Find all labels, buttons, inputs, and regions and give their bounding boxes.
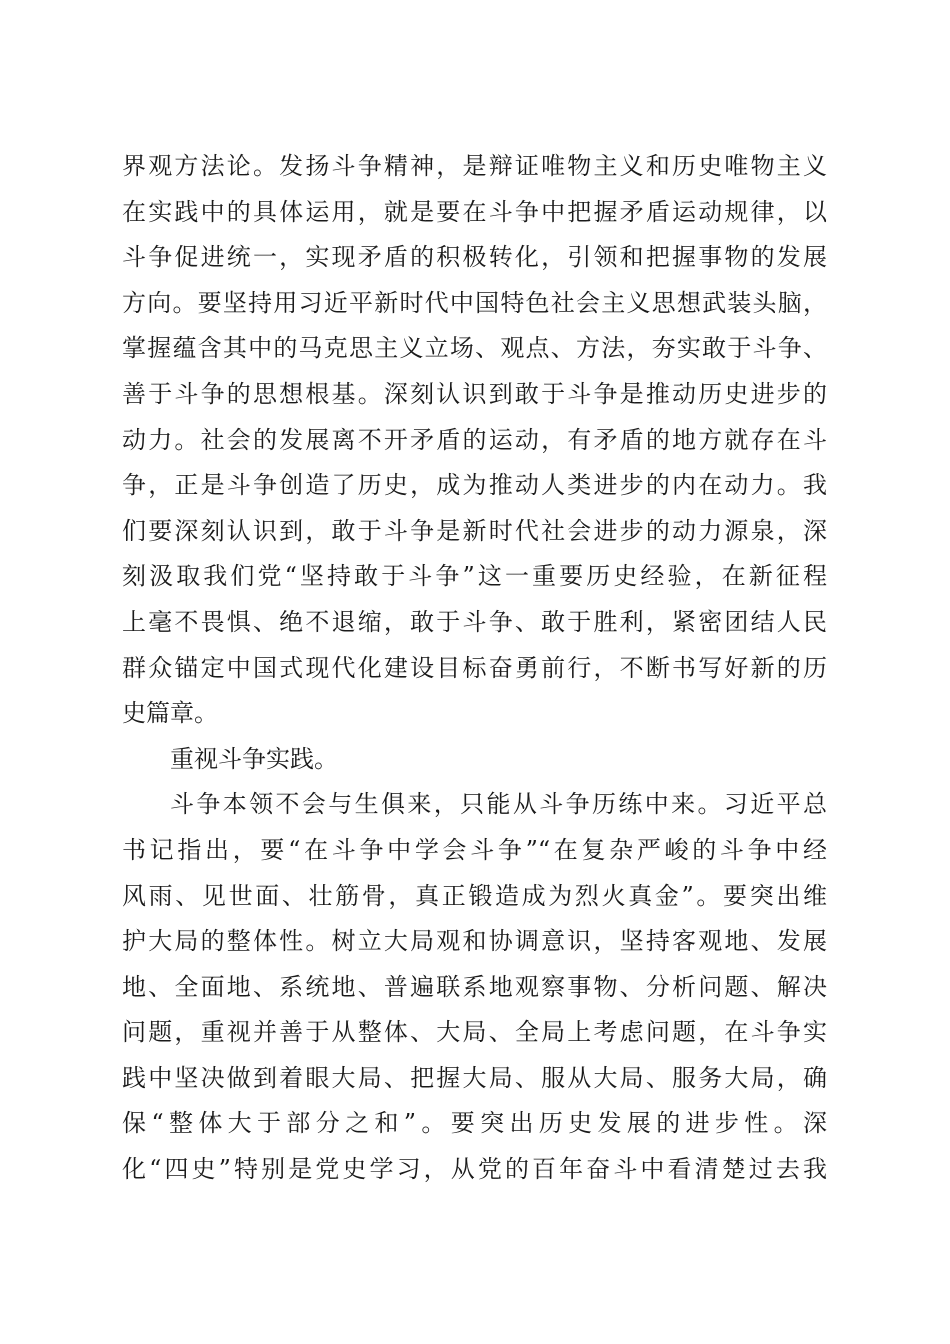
text-line: 地、全面地、系统地、普遍联系地观察事物、分析问题、解决 (122, 972, 827, 1001)
text-line: 界观方法论。发扬斗争精神，是辩证唯物主义和历史唯物主义 (122, 152, 827, 180)
text-line: 践中坚决做到着眼大局、把握大局、服从大局、服务大局，确 (122, 1063, 827, 1092)
text-line: 们要深刻认识到，敢于斗争是新时代社会进步的动力源泉，深 (122, 516, 827, 545)
text-line: 争，正是斗争创造了历史，成为推动人类进步的内在动力。我 (122, 471, 827, 500)
text-line: 书记指出，要“在斗争中学会斗争”“在复杂严峻的斗争中经 (122, 835, 827, 864)
text-line: 保“整体大于部分之和”。要突出历史发展的进步性。深 (122, 1109, 827, 1138)
text-line: 方向。要坚持用习近平新时代中国特色社会主义思想武装头脑， (122, 288, 827, 317)
text-line: 动力。社会的发展离不开矛盾的运动，有矛盾的地方就存在斗 (122, 425, 827, 454)
text-line: 斗争本领不会与生俱来，只能从斗争历练中来。习近平总 (170, 790, 827, 819)
text-line: 化“四史”特别是党史学习，从党的百年奋斗中看清楚过去我 (122, 1155, 827, 1184)
text-line: 群众锚定中国式现代化建设目标奋勇前行，不断书写好新的历 (122, 653, 827, 682)
text-line: 重视斗争实践。 (170, 744, 338, 773)
text-line: 史篇章。 (122, 699, 218, 728)
text-line: 在实践中的具体运用，就是要在斗争中把握矛盾运动规律，以 (122, 197, 827, 226)
text-line: 斗争促进统一，实现矛盾的积极转化，引领和把握事物的发展 (122, 243, 827, 272)
text-line: 上毫不畏惧、绝不退缩，敢于斗争、敢于胜利，紧密团结人民 (122, 607, 827, 636)
text-line: 善于斗争的思想根基。深刻认识到敢于斗争是推动历史进步的 (122, 379, 827, 408)
text-line: 掌握蕴含其中的马克思主义立场、观点、方法，夯实敢于斗争、 (122, 334, 827, 363)
text-line: 问题，重视并善于从整体、大局、全局上考虑问题，在斗争实 (122, 1018, 827, 1047)
text-line: 刻汲取我们党“坚持敢于斗争”这一重要历史经验，在新征程 (122, 562, 827, 591)
text-line: 护大局的整体性。树立大局观和协调意识，坚持客观地、发展 (122, 927, 827, 956)
text-line: 风雨、见世面、壮筋骨，真正锻造成为烈火真金”。要突出维 (122, 881, 827, 910)
body-text (122, 144, 827, 1193)
